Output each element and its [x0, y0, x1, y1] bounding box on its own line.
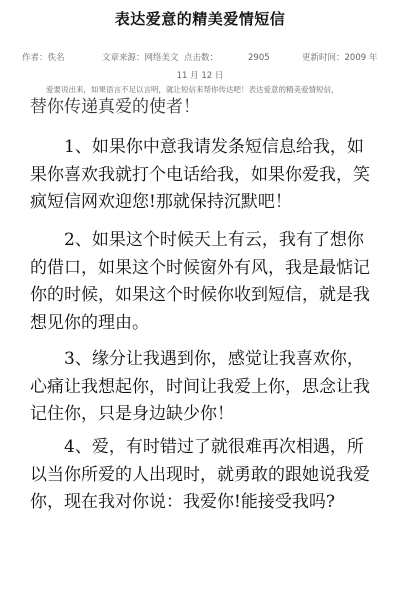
clicks-count: 2905	[248, 53, 270, 63]
source-text: 文章来源：网络美文	[102, 53, 179, 63]
article-title: 表达爱意的精美爱情短信	[114, 10, 286, 28]
updated-date: 11 月 12 日	[176, 71, 224, 81]
updated-time: 更新时间：2009 年	[302, 53, 378, 63]
message-paragraph-1: 1、如果你中意我请发条短信息给我，如果你喜欢我就打个电话给我，如果你爱我，笑疯短信网欢迎您!那就保持沉默吧！	[30, 137, 370, 212]
article-meta	[22, 49, 378, 85]
message-paragraph-2: 2、如果这个时候天上有云，我有了想你的借口，如果这个时候窗外有风，我是最惦记你的时候，如果这个时候你收到短信，就是我想见你的理由。	[30, 230, 370, 333]
intro-text: 爱要说出来，如果语言不足以言明，就让短信来帮你传达吧！表达爱意的精美爱情短信，	[46, 85, 339, 94]
clicks-label: 点击数：	[184, 53, 219, 63]
author-text: 作者：佚名	[22, 53, 65, 63]
message-paragraph-3: 3、缘分让我遇到你，感觉让我喜欢你，心痛让我想起你，时间让我爱上你，思念让我记住你，只是身边缺少你！	[30, 349, 370, 424]
intro-heading: 替你传递真爱的使者！	[30, 97, 200, 117]
message-paragraph-4: 4、爱，有时错过了就很难再次相遇，所以当你所爱的人出现时，就勇敢的跟她说我爱你，现在我对你说：我爱你!能接受我吗?	[30, 437, 370, 512]
meta-row	[22, 49, 378, 67]
